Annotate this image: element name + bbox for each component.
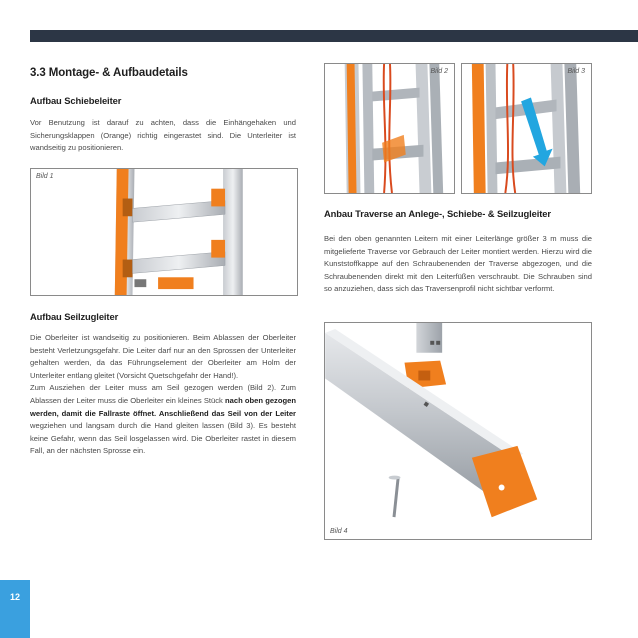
text-seilzugleiter-2-end: wegziehen und langsam durch die Hand gleiten lassen (Bild 3). Es besteht keine Gefahr, wenn das Seil losgelassen wird. Die Oberleiter rastet in diesem Fall, an der nächsten Sprosse ein. bbox=[30, 421, 296, 456]
traverse-illustration bbox=[325, 323, 591, 539]
text-seilzugleiter-2-start: Zum Ausziehen der Leiter muss am Seil gezogen werden (Bild 2). Zum Ablassen der Leiter muss die Oberleiter ein kleines Stück bbox=[30, 383, 296, 405]
text-seilzugleiter-1: Die Oberleiter ist wandseitig zu positionieren. Beim Ablassen der Oberleiter besteht Verletzungsgefahr. Die Leiter darf nur an den Sprossen der Unterleiter gehalten werden, da das Führungselement der Oberleiter am Holm der Unterleiter entlang gleitet (Vorsicht Quetschgefahr der Hand!). bbox=[30, 333, 296, 380]
text-schiebeleiter: Vor Benutzung ist darauf zu achten, dass die Einhängehaken und Sicherungsklappen (Orange) richtig eingerastet sind. Die Unterleiter ist wandseitig zu positionieren. bbox=[30, 118, 296, 153]
caption-bild-4: Bild 4 bbox=[330, 528, 348, 535]
heading-seilzugleiter: Aufbau Seilzugleiter bbox=[30, 311, 119, 322]
paragraph-schiebeleiter bbox=[30, 117, 296, 155]
figure-bild-1 bbox=[30, 168, 298, 296]
heading-traverse: Anbau Traverse an Anlege-, Schiebe- & Seilzugleiter bbox=[324, 208, 551, 219]
caption-bild-2: Bild 2 bbox=[430, 68, 448, 75]
page-number-tab bbox=[0, 580, 30, 638]
text-traverse: Bei den oben genannten Leitern mit einer Leiterlänge größer 3 m muss die mitgelieferte Traverse vor Gebrauch der Leiter montiert werden. Hierzu wird die Kunststoffkappe auf den Schraubenenden der Traverse abgezogen, und die Schraubenenden direkt mit den Leiterfüßen verschraubt. Die Schrauben sind so anzuziehen, dass sich das Traversenprofil nicht sichtbar verformt. bbox=[324, 234, 592, 294]
paragraph-seilzugleiter bbox=[30, 332, 296, 458]
page-number: 12 bbox=[9, 592, 20, 602]
text-seilzugleiter-2-bold: nach oben gezogen werden, damit die Fallraste öffnet. Anschließend das Seil von der Leiter bbox=[30, 395, 296, 418]
caption-bild-3: Bild 3 bbox=[567, 68, 585, 75]
section-title: 3.3 Montage- & Aufbaudetails bbox=[30, 67, 188, 79]
figure-bild-3 bbox=[461, 63, 592, 194]
ladder-hook-illustration bbox=[31, 169, 297, 295]
rope-release-illustration bbox=[462, 64, 591, 193]
paragraph-traverse bbox=[324, 233, 592, 296]
figure-bild-2 bbox=[324, 63, 455, 194]
figure-bild-4 bbox=[324, 322, 592, 540]
header-bar bbox=[30, 30, 638, 42]
rope-ladder-illustration bbox=[325, 64, 454, 193]
caption-bild-1: Bild 1 bbox=[36, 173, 54, 180]
text-seilzugleiter-2 bbox=[30, 382, 296, 458]
heading-schiebeleiter: Aufbau Schiebeleiter bbox=[30, 95, 122, 106]
